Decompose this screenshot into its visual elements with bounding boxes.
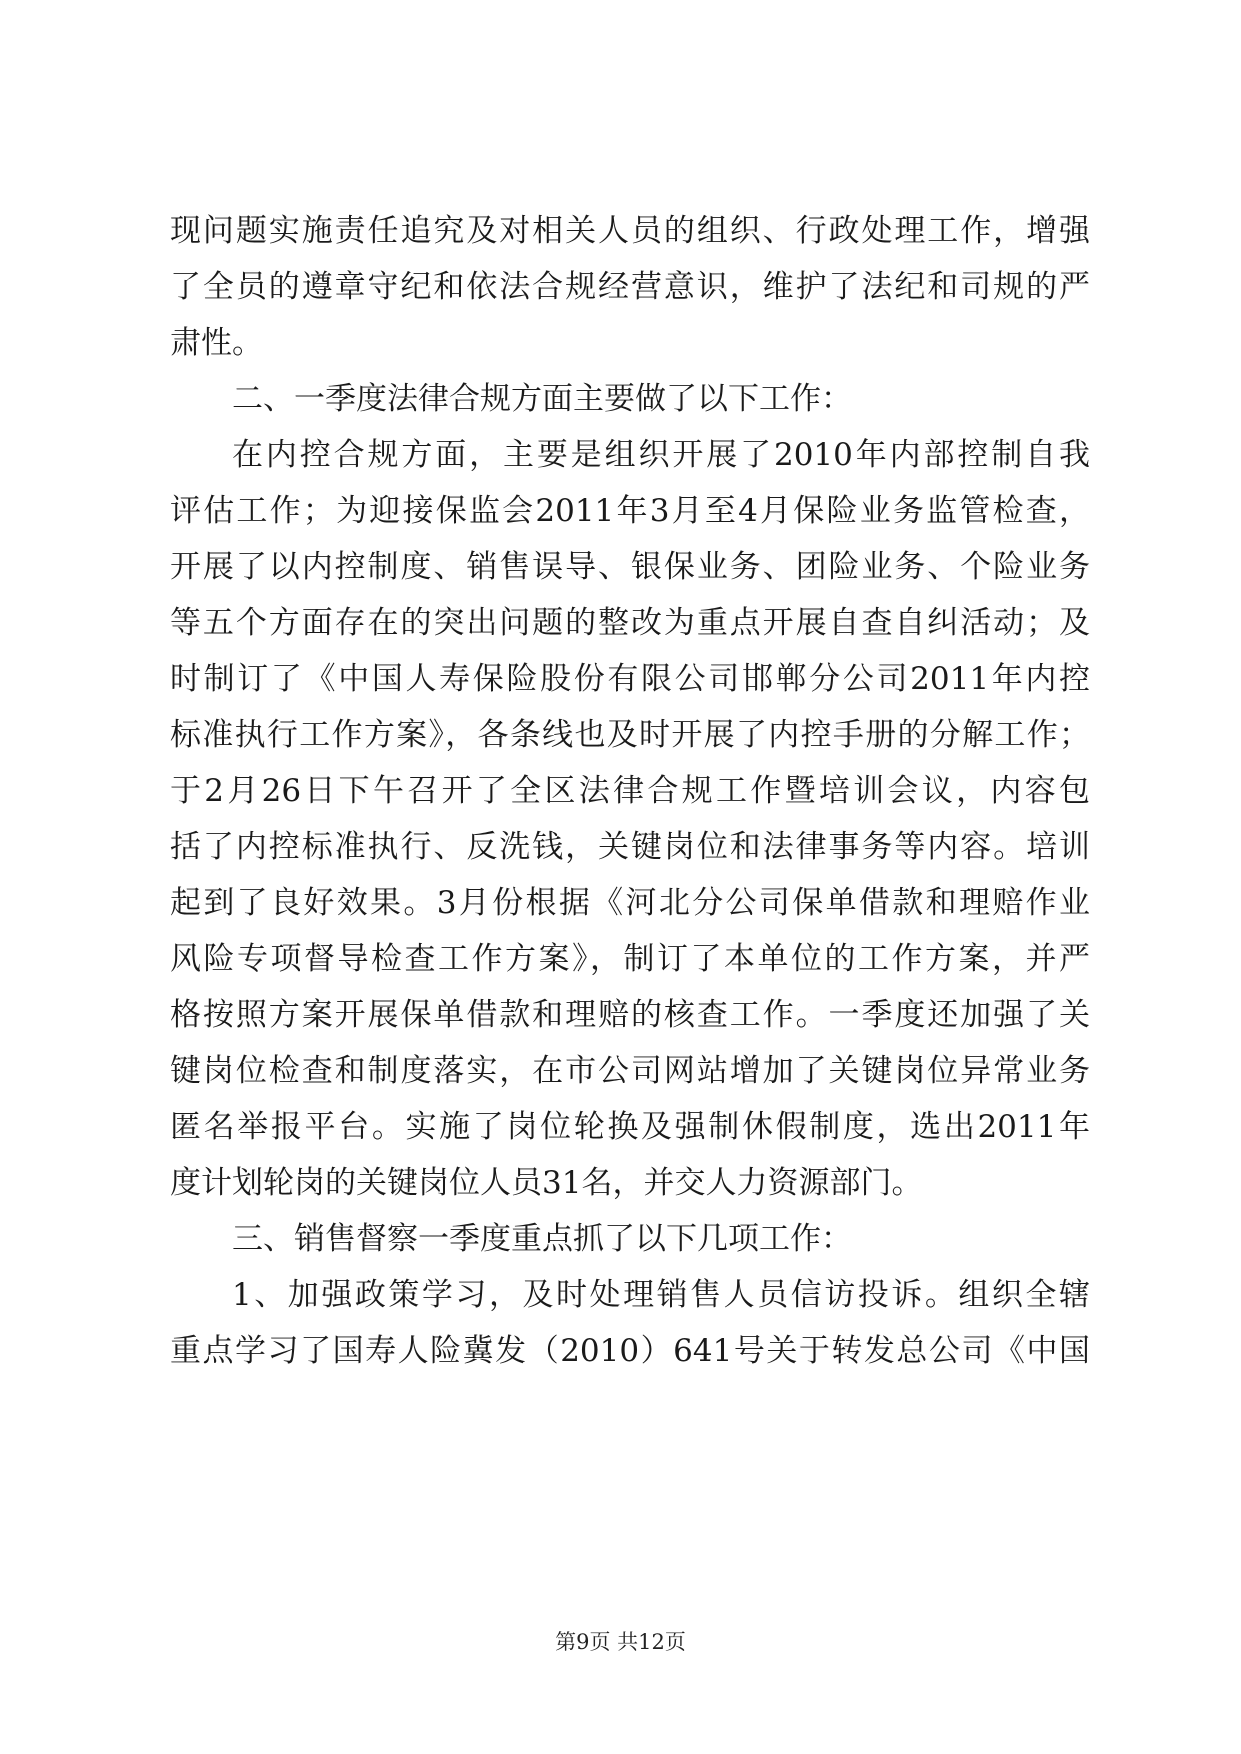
body-line: 于2月26日下午召开了全区法律合规工作暨培训会议，内容包: [170, 773, 1090, 809]
body-line: 了全员的遵章守纪和依法合规经营意识，维护了法纪和司规的严: [170, 269, 1090, 305]
body-line: 度计划轮岗的关键岗位人员31名，并交人力资源部门。: [170, 1165, 923, 1201]
body-line: 风险专项督导检查工作方案》，制订了本单位的工作方案，并严: [170, 941, 1090, 977]
page-number-footer: 第9页 共12页: [555, 1630, 686, 1654]
body-line: 匿名举报平台。实施了岗位轮换及强制休假制度，选出2011年: [170, 1109, 1090, 1145]
section-heading: 二、一季度法律合规方面主要做了以下工作：: [232, 381, 852, 417]
body-line: 起到了良好效果。3月份根据《河北分公司保单借款和理赔作业: [170, 885, 1090, 921]
body-line: 开展了以内控制度、销售误导、银保业务、团险业务、个险业务: [170, 549, 1090, 585]
body-line: 时制订了《中国人寿保险股份有限公司邯郸分公司2011年内控: [170, 661, 1090, 697]
section-heading: 三、销售督察一季度重点抓了以下几项工作：: [232, 1221, 852, 1257]
body-line: 在内控合规方面，主要是组织开展了2010年内部控制自我: [232, 437, 1090, 473]
body-line: 等五个方面存在的突出问题的整改为重点开展自查自纠活动；及: [170, 605, 1090, 641]
body-line: 1、加强政策学习，及时处理销售人员信访投诉。组织全辖: [232, 1277, 1090, 1313]
body-line: 现问题实施责任追究及对相关人员的组织、行政处理工作，增强: [170, 213, 1090, 249]
body-line: 格按照方案开展保单借款和理赔的核查工作。一季度还加强了关: [170, 997, 1090, 1033]
body-line: 键岗位检查和制度落实，在市公司网站增加了关键岗位异常业务: [170, 1053, 1090, 1089]
body-line: 括了内控标准执行、反洗钱，关键岗位和法律事务等内容。培训: [170, 829, 1090, 865]
body-line: 标准执行工作方案》，各条线也及时开展了内控手册的分解工作；: [170, 717, 1090, 753]
body-line: 评估工作；为迎接保监会2011年3月至4月保险业务监管检查，: [170, 493, 1090, 529]
body-line: 重点学习了国寿人险冀发（2010）641号关于转发总公司《中国: [170, 1333, 1090, 1369]
body-line: 肃性。: [170, 325, 263, 361]
